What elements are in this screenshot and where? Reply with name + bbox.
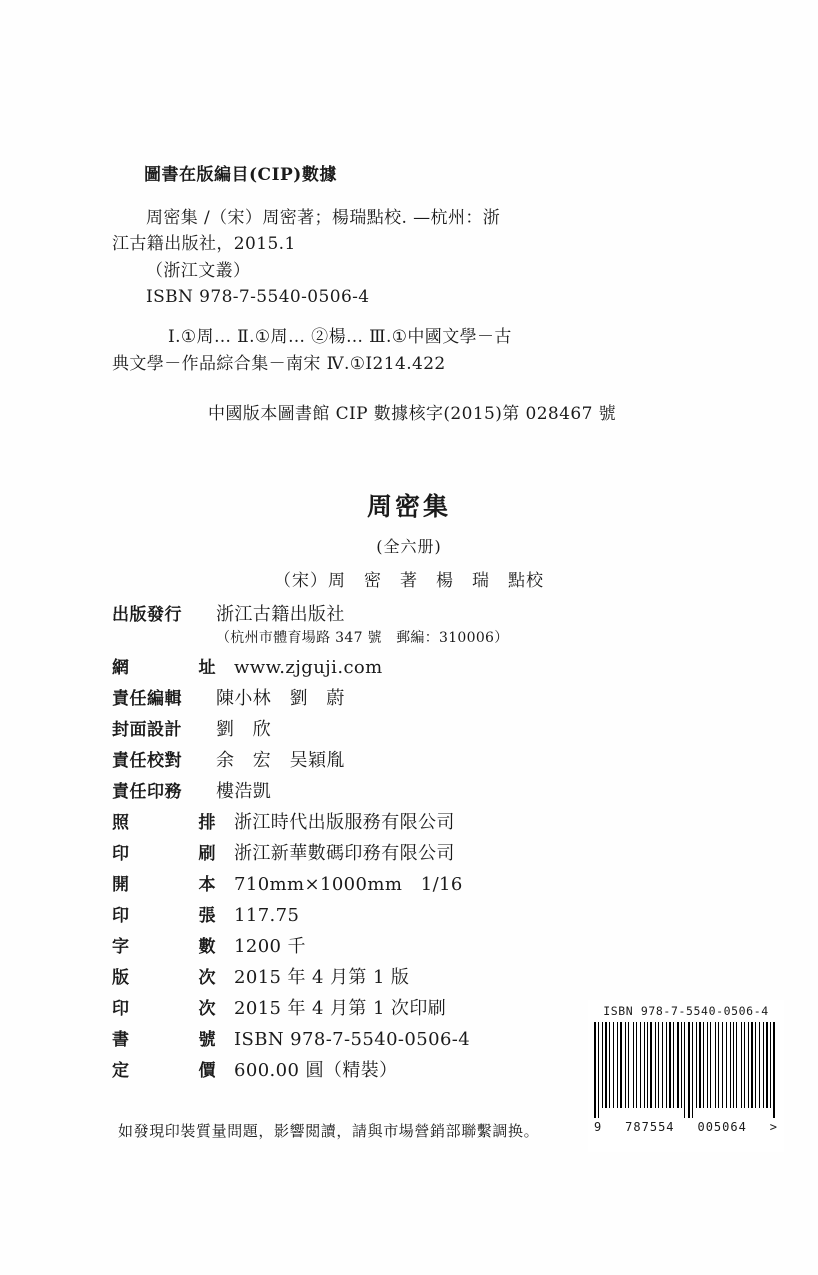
barcode-bar xyxy=(741,1022,742,1108)
barcode-bar xyxy=(672,1022,673,1108)
barcode-bar xyxy=(694,1022,695,1108)
barcode-bar xyxy=(602,1022,603,1108)
barcode-bar xyxy=(751,1022,753,1108)
barcode-bar xyxy=(712,1022,714,1108)
colophon-row xyxy=(112,839,712,870)
barcode-bar xyxy=(644,1022,645,1108)
barcode-bar xyxy=(727,1022,728,1108)
barcode-bar xyxy=(772,1022,773,1118)
colophon-row xyxy=(112,870,712,901)
colophon-row xyxy=(112,901,712,932)
barcode-bar xyxy=(625,1022,626,1108)
barcode-bar xyxy=(677,1022,679,1108)
cip-line-2: 江古籍出版社，2015.1 xyxy=(112,234,296,255)
colophon-row xyxy=(112,653,712,684)
author-byline: （宋）周 密 著 楊 瑞 點校 xyxy=(274,571,544,591)
barcode-bar xyxy=(660,1022,661,1108)
volume-count: (全六册) xyxy=(376,537,442,556)
colophon-row-label: 責任校對 xyxy=(112,751,182,771)
cip-line-4: ISBN 978-7-5540-0506-4 xyxy=(146,287,370,308)
barcode-bar xyxy=(664,1022,666,1108)
barcode-bar xyxy=(656,1022,657,1108)
colophon-row xyxy=(112,932,712,963)
barcode-bar xyxy=(605,1022,607,1108)
cip-line-6: 典文學－作品綜合集－南宋 Ⅳ.①I214.422 xyxy=(112,353,446,374)
barcode-bar xyxy=(720,1022,721,1108)
barcode-digit-right: 005064 xyxy=(697,1120,747,1134)
barcode-bar xyxy=(640,1022,641,1108)
barcode xyxy=(588,1000,784,1152)
barcode-bar xyxy=(619,1022,620,1108)
colophon-row-value: ISBN 978-7-5540-0506-4 xyxy=(234,1029,471,1050)
barcode-bar xyxy=(718,1022,719,1108)
colophon-row-label: 印 張 xyxy=(112,906,216,926)
colophon-row-value: 117.75 xyxy=(234,905,300,926)
barcode-bar xyxy=(634,1022,635,1108)
colophon-row-value: 劉 欣 xyxy=(216,719,272,740)
colophon-row-value: 710mm×1000mm 1/16 xyxy=(234,874,463,895)
barcode-bar xyxy=(655,1022,656,1108)
barcode-bar xyxy=(620,1022,621,1108)
barcode-bar xyxy=(653,1022,654,1108)
colophon-row-value: 浙江古籍出版社 xyxy=(216,604,345,625)
barcode-bar xyxy=(637,1022,639,1108)
barcode-bar xyxy=(684,1022,685,1118)
barcode-bar xyxy=(754,1022,755,1108)
barcode-bar xyxy=(746,1022,747,1108)
barcode-bar xyxy=(649,1022,650,1108)
colophon-row-value: 樓浩凱 xyxy=(216,781,272,802)
cip-registration-number: 中國版本圖書館 CIP 數據核字(2015)第 028467 號 xyxy=(208,404,616,425)
cip-line-5: Ⅰ.①周… Ⅱ.①周… ②楊… Ⅲ.①中國文學－古 xyxy=(168,327,512,348)
colophon-row xyxy=(112,963,712,994)
colophon-row-label: 書 號 xyxy=(112,1030,216,1050)
barcode-bar xyxy=(755,1022,756,1108)
barcode-bar xyxy=(722,1022,723,1108)
barcode-bar xyxy=(675,1022,676,1108)
barcode-bar xyxy=(647,1022,648,1108)
barcode-bar xyxy=(708,1022,709,1108)
barcode-bar xyxy=(680,1022,681,1108)
barcode-bar xyxy=(608,1022,609,1108)
barcode-bar xyxy=(609,1022,610,1108)
colophon-row-sub: （杭州市體育場路 347 號 郵編：310006） xyxy=(216,630,509,646)
barcode-bar xyxy=(715,1022,716,1108)
barcode-bar xyxy=(733,1022,734,1108)
barcode-digits xyxy=(588,1118,784,1134)
colophon-row-value: 浙江新華數碼印務有限公司 xyxy=(234,843,455,864)
barcode-bar xyxy=(738,1022,740,1108)
barcode-bar xyxy=(761,1022,763,1108)
barcode-bar xyxy=(770,1022,771,1108)
barcode-bar xyxy=(626,1022,627,1108)
barcode-bar xyxy=(669,1022,670,1108)
cip-block xyxy=(112,160,712,424)
colophon-row-value: 浙江時代出版服務有限公司 xyxy=(234,812,455,833)
barcode-bar xyxy=(594,1022,596,1118)
barcode-bar xyxy=(735,1022,736,1108)
colophon-row xyxy=(112,746,712,777)
colophon-row xyxy=(112,808,712,839)
colophon-row xyxy=(112,777,712,808)
barcode-bar xyxy=(710,1022,711,1108)
barcode-bar xyxy=(645,1022,646,1108)
colophon-row-label: 印 次 xyxy=(112,999,216,1019)
barcode-bar xyxy=(697,1022,698,1108)
colophon-row-label: 開 本 xyxy=(112,875,216,895)
barcode-bar xyxy=(658,1022,659,1108)
barcode-bar xyxy=(598,1022,599,1118)
barcode-bar xyxy=(628,1022,630,1108)
colophon-row xyxy=(112,715,712,746)
barcode-bar xyxy=(691,1022,692,1118)
colophon-row-label: 版 次 xyxy=(112,968,216,988)
barcode-bar xyxy=(776,1022,777,1118)
barcode-bar xyxy=(759,1022,760,1108)
barcode-bar xyxy=(681,1022,682,1108)
barcode-bar xyxy=(686,1022,687,1118)
colophon-row-value: 600.00 圓（精裝） xyxy=(234,1060,398,1081)
barcode-bar xyxy=(726,1022,727,1108)
barcode-bar xyxy=(705,1022,706,1108)
barcode-bar xyxy=(744,1022,745,1108)
barcode-bar xyxy=(766,1022,767,1108)
barcode-bar xyxy=(731,1022,732,1108)
barcode-bar xyxy=(600,1022,601,1108)
barcode-bar xyxy=(611,1022,612,1108)
barcode-bar xyxy=(736,1022,737,1108)
barcode-bar xyxy=(604,1022,605,1108)
barcode-bar xyxy=(636,1022,637,1108)
barcode-bar xyxy=(683,1022,684,1108)
barcode-bar xyxy=(613,1022,614,1108)
barcode-bar xyxy=(617,1022,618,1108)
barcode-bar xyxy=(633,1022,634,1108)
colophon-row-value: 2015 年 4 月第 1 版 xyxy=(234,967,410,988)
colophon-row-label: 網 址 xyxy=(112,658,216,678)
barcode-bar xyxy=(769,1022,770,1108)
barcode-bar xyxy=(688,1022,690,1118)
cip-line-1: 周密集 /（宋）周密著；楊瑞點校. —杭州：浙 xyxy=(146,208,501,228)
barcode-bar xyxy=(673,1022,674,1108)
colophon-row-value: 1200 千 xyxy=(234,936,306,957)
cip-line-3: （浙江文叢） xyxy=(146,260,251,281)
barcode-bar xyxy=(668,1022,669,1108)
page-title: 周密集 xyxy=(366,492,451,521)
barcode-bar xyxy=(765,1022,766,1108)
barcode-bar xyxy=(730,1022,731,1108)
colophon-row-label: 定 價 xyxy=(112,1061,216,1081)
barcode-bar xyxy=(763,1022,764,1108)
barcode-bar xyxy=(723,1022,725,1108)
barcode-bar xyxy=(650,1022,652,1108)
colophon-row-value: 2015 年 4 月第 1 次印刷 xyxy=(234,998,447,1019)
colophon-row-label: 責任印務 xyxy=(112,782,182,802)
barcode-bar xyxy=(703,1022,704,1108)
cip-spacer xyxy=(112,310,712,324)
barcode-bar xyxy=(662,1022,663,1108)
barcode-bar xyxy=(642,1022,643,1108)
barcode-bar xyxy=(702,1022,703,1108)
barcode-bar xyxy=(666,1022,667,1108)
barcode-bar xyxy=(699,1022,701,1108)
barcode-bar xyxy=(630,1022,631,1108)
colophon-row-value: www.zjguji.com xyxy=(234,657,383,678)
colophon-row-label: 字 數 xyxy=(112,937,216,957)
barcode-bars xyxy=(594,1022,778,1118)
colophon-row-label: 責任編輯 xyxy=(112,689,182,709)
barcode-bar xyxy=(748,1022,749,1108)
barcode-bar xyxy=(597,1022,598,1118)
barcode-isbn-label: ISBN 978-7-5540-0506-4 xyxy=(603,1004,769,1018)
barcode-bar xyxy=(716,1022,717,1108)
quality-note: 如發現印裝質量問題，影響閲讀，請與市場營銷部聯繫調换。 xyxy=(118,1122,540,1140)
colophon-row-value: 陳小林 劉 蔚 xyxy=(216,688,345,709)
barcode-bar xyxy=(615,1022,617,1108)
barcode-bar xyxy=(750,1022,751,1108)
colophon-row-label: 封面設計 xyxy=(112,720,182,740)
cip-heading: 圖書在版編目(CIP)數據 xyxy=(144,165,337,185)
barcode-bar xyxy=(623,1022,624,1108)
barcode-digit-mid: 787554 xyxy=(625,1120,675,1134)
colophon-row-label: 照 排 xyxy=(112,813,216,833)
colophon-row-label: 出版發行 xyxy=(112,605,182,625)
barcode-bar xyxy=(692,1022,693,1118)
colophon-row-label: 印 刷 xyxy=(112,844,216,864)
colophon-row-value: 余 宏 吴穎胤 xyxy=(216,750,345,771)
barcode-digit-left: 9 xyxy=(594,1120,603,1134)
barcode-bar xyxy=(757,1022,758,1108)
barcode-bar xyxy=(773,1022,775,1118)
barcode-digit-end: > xyxy=(769,1120,778,1134)
barcode-bar xyxy=(696,1022,697,1108)
colophon-row xyxy=(112,684,712,715)
barcode-bar xyxy=(742,1022,743,1108)
barcode-bar xyxy=(707,1022,708,1108)
